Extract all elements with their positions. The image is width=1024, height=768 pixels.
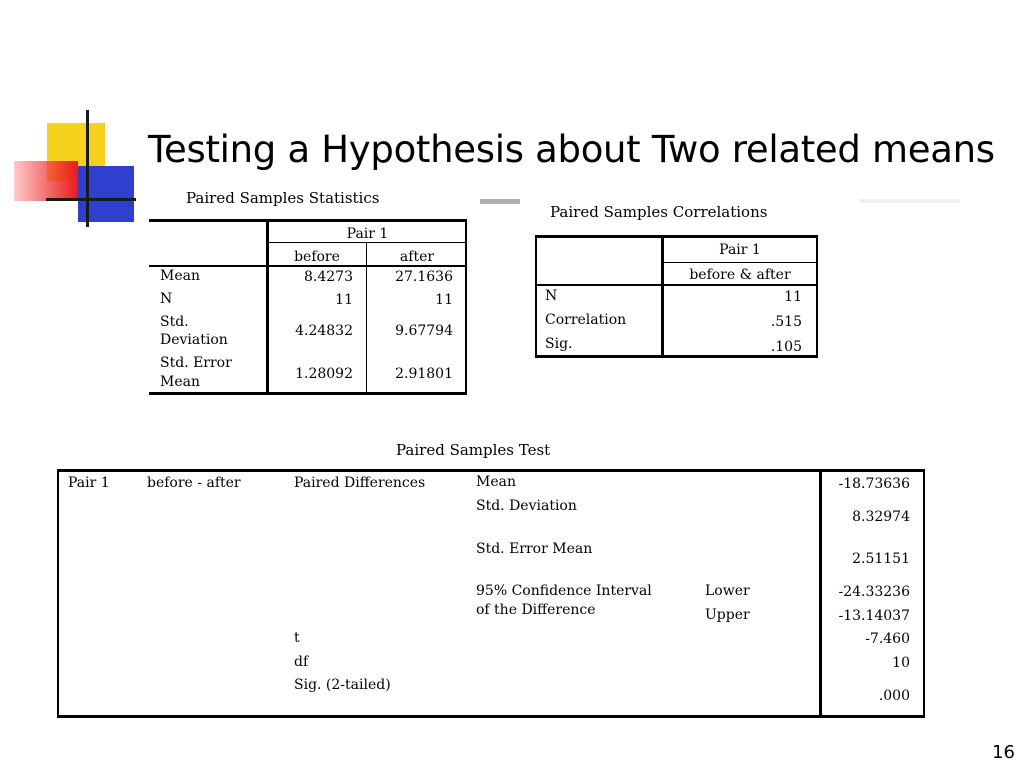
decorative-divider-light	[860, 199, 960, 203]
test-upper-value: -13.14037	[838, 608, 910, 624]
test-pair-label: Pair 1	[68, 475, 110, 491]
test-df-value: 10	[892, 655, 910, 671]
corr-row-label: N	[545, 288, 558, 304]
page-number: 16	[992, 742, 1015, 763]
stats-col-after: after	[399, 249, 435, 265]
stats-cell: 4.24832	[295, 323, 353, 339]
stats-cell: 11	[335, 292, 353, 308]
test-lower-value: -24.33236	[838, 584, 910, 600]
corr-cell: .515	[770, 314, 802, 330]
stats-pair-header: Pair 1	[346, 226, 389, 242]
slide-title: Testing a Hypothesis about Two related means	[148, 128, 995, 171]
stats-row-label: N	[160, 291, 173, 307]
test-sig-label: Sig. (2-tailed)	[294, 677, 391, 693]
test-se-label: Std. Error Mean	[476, 541, 593, 557]
corr-row-label: Correlation	[545, 312, 627, 328]
stats-cell: 8.4273	[304, 269, 353, 285]
stats-cell: 9.67794	[395, 323, 453, 339]
test-t-label: t	[294, 630, 300, 646]
test-t-value: -7.460	[865, 631, 910, 647]
corr-pair-header: Pair 1	[719, 242, 761, 258]
stats-cell: 2.91801	[395, 366, 453, 382]
test-group-label: Paired Differences	[294, 475, 426, 491]
test-sd-value: 8.32974	[852, 509, 910, 525]
stats-row-label: Deviation	[160, 332, 228, 348]
test-ci-label: of the Difference	[476, 602, 596, 618]
test-ci-label: 95% Confidence Interval	[476, 583, 652, 599]
decorative-divider	[480, 199, 520, 204]
test-sig-value: .000	[878, 688, 910, 704]
logo-vertical-line	[86, 110, 89, 227]
test-caption: Paired Samples Test	[396, 441, 551, 459]
corr-col-header: before & after	[689, 267, 791, 283]
corr-cell: 11	[784, 289, 802, 305]
stats-col-before: before	[294, 249, 340, 265]
corr-caption: Paired Samples Correlations	[550, 203, 768, 221]
corr-row-label: Sig.	[545, 336, 573, 352]
test-variables: before - after	[147, 475, 241, 491]
corr-cell: .105	[770, 339, 802, 355]
stats-cell: 11	[435, 292, 453, 308]
stats-row-label: Mean	[160, 374, 200, 390]
test-lower-label: Lower	[705, 583, 750, 599]
stats-row-label: Std.	[160, 314, 189, 330]
test-mean-label: Mean	[476, 474, 516, 490]
stats-cell: 1.28092	[295, 366, 353, 382]
test-upper-label: Upper	[705, 607, 750, 623]
stats-row-label: Std. Error	[160, 355, 232, 371]
test-sd-label: Std. Deviation	[476, 498, 577, 514]
test-df-label: df	[294, 654, 309, 670]
stats-cell: 27.1636	[395, 269, 453, 285]
test-mean-value: -18.73636	[838, 476, 910, 492]
stats-row-label: Mean	[160, 268, 200, 284]
logo-horizontal-line	[46, 198, 136, 201]
stats-caption: Paired Samples Statistics	[186, 189, 380, 207]
logo-red-gradient	[14, 161, 78, 201]
test-se-value: 2.51151	[852, 551, 910, 567]
